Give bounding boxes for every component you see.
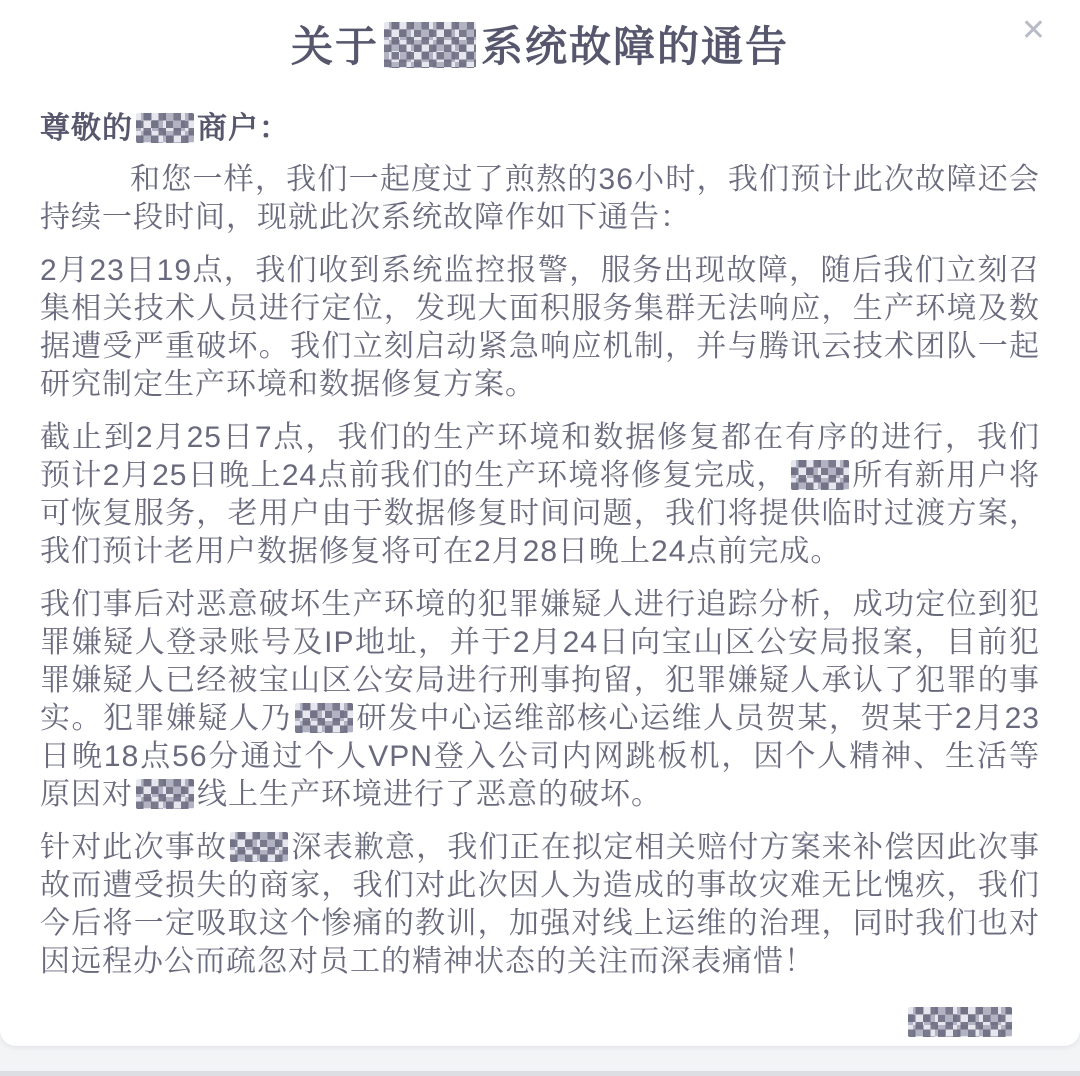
close-icon[interactable]: ✕ (1020, 14, 1046, 47)
paragraph-suspect (40, 586, 1040, 814)
censored-company-name (136, 113, 194, 143)
notice-title (40, 22, 1040, 72)
censored-company-name (384, 22, 476, 68)
censored-company-name (791, 460, 849, 490)
paragraph-text: 研发中心运维部核心运维人员贺某，贺某于2月23日晚18点56分通过个人VPN登入公司内网跳板机，因个人精神、生活等原因对 (40, 702, 1040, 811)
paragraph-text: 我们事后对恶意破坏生产环境的犯罪嫌疑人进行追踪分析，成功定位到犯罪嫌疑人登录账号及IP地址，并于2月24日向宝山区公安局报案，目前犯罪嫌疑人已经被宝山区公安局进行刑事拘留，犯罪嫌疑人承认了犯罪的事实。犯罪嫌疑人乃 (40, 588, 1040, 735)
title-text-prefix: 关于 (290, 23, 379, 70)
paragraph-text: 所有新用户将可恢复服务，老用户由于数据修复时间问题，我们将提供临时过渡方案，我们预计老用户数据修复将可在2月28日晚上24点前完成。 (40, 459, 1040, 568)
paragraph-recovery (40, 419, 1040, 571)
paragraph-apology (40, 829, 1040, 981)
paragraph-intro: 和您一样，我们一起度过了煎熬的36小时，我们预计此次故障还会持续一段时间，现就此次系统故障作如下通告： (40, 163, 1040, 234)
paragraph-text: 线上生产环境进行了恶意的破坏。 (197, 778, 662, 811)
paragraph-text: 深表歉意，我们正在拟定相关赔付方案来补偿因此次事故而遭受损失的商家，我们对此次因人为造成的事故灾难无比愧疚，我们今后将一定吸取这个惨痛的教训，加强对线上运维的治理，同时我们也对因远程办公而疏忽对员工的精神状态的关注而深表痛惜！ (40, 831, 1041, 978)
greeting-text-suffix: 商户： (197, 112, 290, 145)
censored-company-name (136, 779, 194, 809)
paragraph-text: 截止到2月25日7点，我们的生产环境和数据修复都在有序的进行，我们预计2月25日晚上24点前我们的生产环境将修复完成， (40, 421, 1040, 492)
greeting-text-prefix: 尊敬的 (40, 112, 133, 145)
greeting (40, 112, 1040, 146)
title-text-suffix: 系统故障的通告 (481, 23, 790, 70)
censored-company-name (295, 703, 353, 733)
page-bottom-edge (0, 1071, 1080, 1076)
censored-company-name (230, 832, 288, 862)
censored-signature (908, 1007, 1012, 1037)
paragraph-text: 针对此次事故 (40, 831, 228, 864)
signature (40, 1007, 1040, 1037)
paragraph-incident: 2月23日19点，我们收到系统监控报警，服务出现故障，随后我们立刻召集相关技术人员进行定位，发现大面积服务集群无法响应，生产环境及数据遭受严重破坏。我们立刻启动紧急响应机制，并与腾讯云技术团队一起研究制定生产环境和数据修复方案。 (40, 254, 1040, 401)
